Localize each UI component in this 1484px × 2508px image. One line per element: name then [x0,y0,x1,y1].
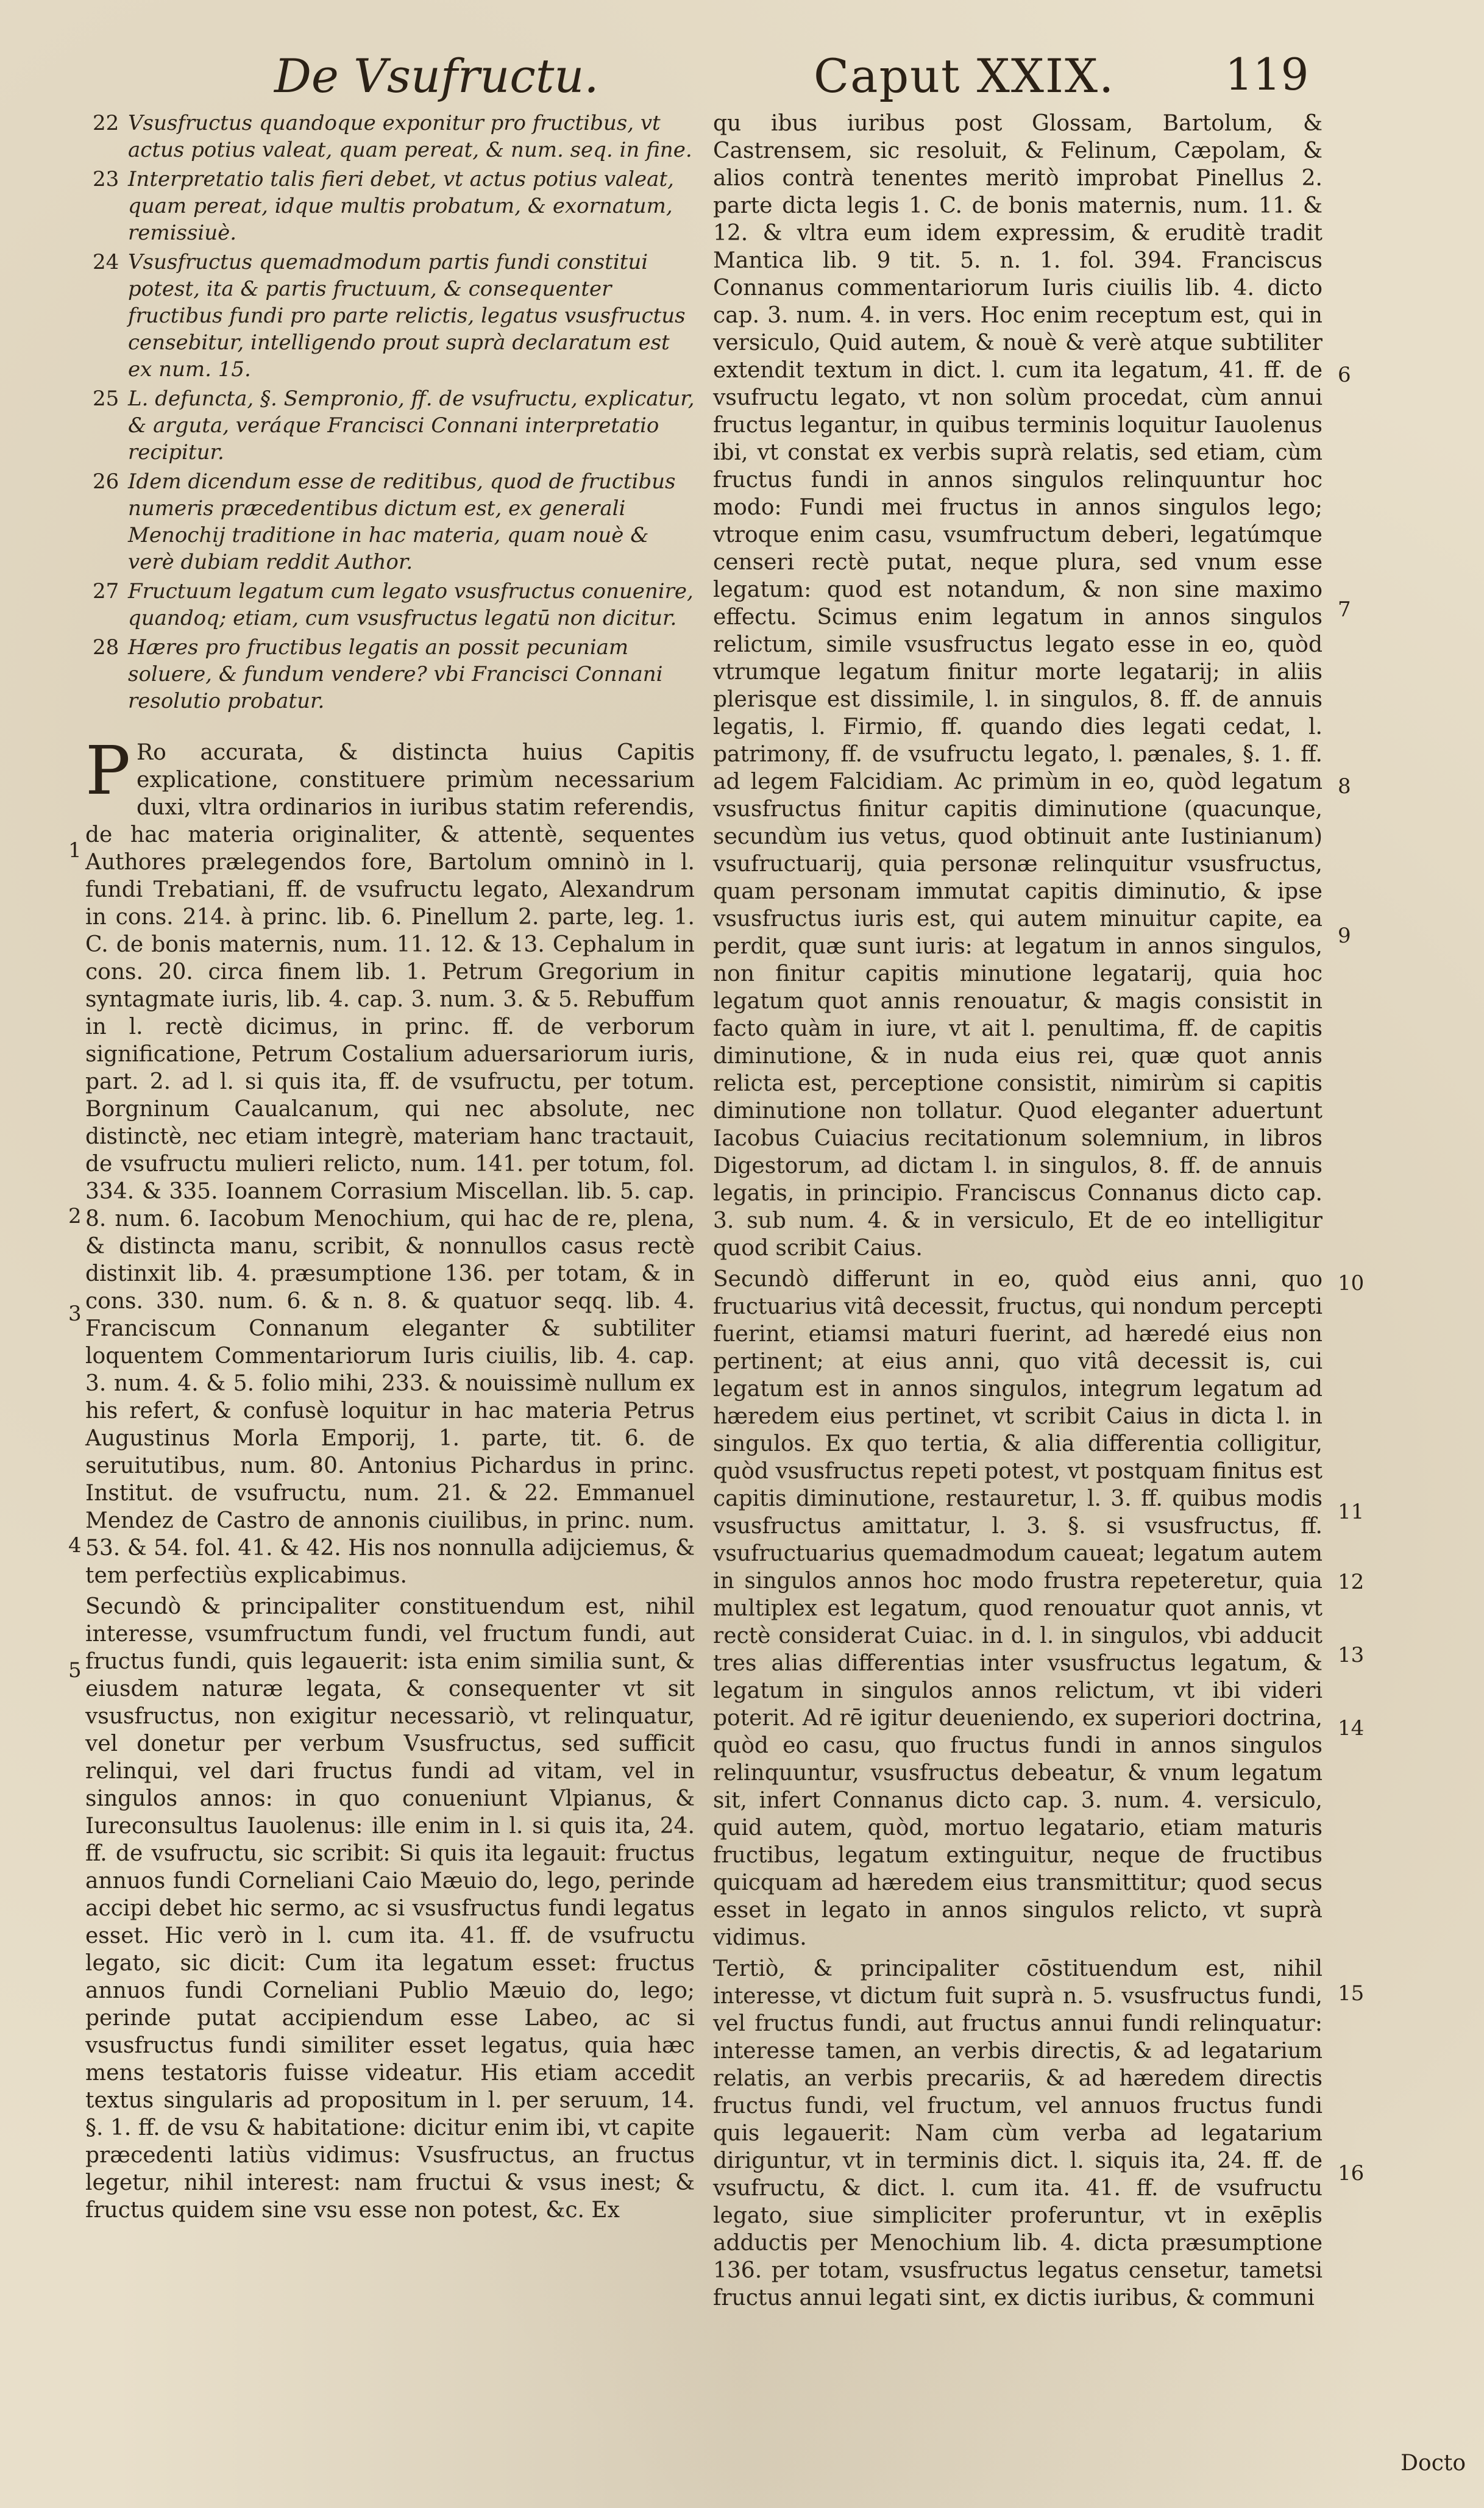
margin-number: 7 [1338,597,1351,622]
drop-cap-initial: P [85,732,131,810]
body-paragraph [85,732,695,1589]
summary-item [85,468,695,575]
header-chapter-title: Caput XXIX. [814,49,1115,103]
summary-item-text: L. defuncta, §. Sempronio, ff. de vsufructu, explicatur, & arguta, veráque Francisci Connani interpretatio recipitur. [128,387,695,465]
left-column [85,110,695,2228]
summary-item-text: Interpretatio talis fieri debet, vt actus potius valeat, quam pereat, idque multis probatum, & exornatum, remissiuè. [128,167,674,245]
body-paragraph [713,1955,1322,2312]
summary-item [85,578,695,632]
summary-item [85,385,695,466]
paragraph-text: qu ibus iuribus post Glossam, Bartolum, & Castrensem, sic resoluit, & Felinum, Cæpolam, & alios contrà tenentes meritò improbat Pinellus 2. parte dicta legis 1. C. de bonis maternis, num. 11. & 12. & vltra eum idem expressim, & eruditè tradit Mantica lib. 9 tit. 5. n. 1. fol. 394. Franciscus Connanus commentariorum Iuris ciuilis lib. 4. dicto cap. 3. num. 4. in vers. Hoc enim receptum est, qui in versiculo, Quid autem, & nouè & verè atque subtiliter extendit textum in dict. l. cum ita legatum, 41. ff. de vsufructu legato, vt non solùm procedat, cùm annui fructus legantur, in quibus terminis loquitur Iauolenus ibi, vt constat ex verbis suprà relatis, sed etiam, cùm fructus fundi in annos singulos relinquuntur hoc modo: Fundi mei fructus in annos singulos lego; vtroque enim casu, vsumfructum deberi, legatúmque censeri rectè putat, neque plura, sed vnum esse legatum: quod est notandum, & non sine maximo effectu. Scimus enim legatum in annos singulos relictum, simile vsusfructus legato esse in eo, quòd vtrumque legatum finitur morte legatarij; in aliis plerisque est dissimile, l. in singulos, 8. ff. de annuis legatis, l. Firmio, ff. quando dies legati cedat, l. patrimony, ff. de vsufructu legato, l. pænales, §. 1. ff. ad legem Falcidiam. Ac primùm in eo, quòd legatum vsusfructus finitur capitis diminutione (quacunque, secundùm ius vetus, quod obtinuit ante Iustinianum) vsufructuarij, quia personæ relinquitur vsusfructus, quam personam immutat capitis diminutio, & ipse vsusfructus iuris est, qui autem minuitur capite, ea perdit, quæ sunt iuris: at legatum in annos singulos, non finitur capitis minutione legatarij, quia hoc legatum quot annis renouatur, & magis consistit in facto quàm in iure, vt ait l. penultima, ff. de capitis diminutione, & in nuda eius rei, quæ quot annis relicta est, perceptione consistit, nimirùm si capitis diminutione non tollatur. Quod eleganter aduertunt Iacobus Cuiacius recitationum solemnium, in libros Digestorum, ad dictam l. in singulos, 8. ff. de annuis legatis, in principio. Franciscus Connanus dicto cap. 3. sub num. 4. & in versiculo, Et de eo intelligitur quod scribit Caius. [713,111,1322,1261]
summary-item-number: 28 [93,635,119,660]
summary-item-text: Fructuum legatum cum legato vsusfructus conuenire, quandoq; etiam, cum vsusfructus legatū non dicitur. [128,579,694,630]
margin-number: 14 [1338,1716,1365,1740]
summary-item-number: 27 [93,579,119,604]
summary-item-number: 24 [93,250,119,274]
summary-item-text: Vsusfructus quandoque exponitur pro fructibus, vt actus potius valeat, quam pereat, & num. seq. in fine. [128,111,692,162]
margin-number: 8 [1338,774,1351,799]
body-paragraph [713,110,1322,1262]
margin-number: 4 [68,1533,82,1558]
paragraph-text: Secundò & principaliter constituendum est, nihil interesse, vsumfructum fundi, vel fructum fundi, aut fructus fundi, quis legauerit: ista enim similia sunt, & eiusdem naturæ legata, & consequenter vt sit vsusfructus, non exigitur necessariò, vt relinquatur, vel donetur per verbum Vsusfructus, sed sufficit relinqui, vel dari fructus fundi ad vitam, vel in singulos annos: in quo conueniunt Vlpianus, & Iureconsultus Iauolenus: ille enim in l. si quis ita, 24. ff. de vsufructu, sic scribit: Si quis ita legauit: fructus annuos fundi Corneliani Caio Mæuio do, lego, perinde accipi debet hic sermo, ac si vsusfructus fundi legatus esset. Hic verò in l. cum ita. 41. ff. de vsufructu legato, sic dicit: Cum ita legatum esset: fructus annuos fundi Corneliani Publio Mæuio do, lego; perinde putat accipiendum esse Labeo, ac si vsusfructus fundi similiter esset legatus, quia hæc mens testatoris fuisse videatur. His etiam accedit textus singularis ad propositum in l. per seruum, 14. §. 1. ff. de vsu & habitatione: dicitur enim ibi, vt capite præcedenti latiùs vidimus: Vsusfructus, an fructus legetur, nihil interest: nam fructui & vsus inest; & fructus quidem sine vsu esse non potest, &c. Ex [85,1594,695,2223]
summary-item-number: 22 [93,111,119,135]
margin-number: 3 [68,1302,82,1326]
margin-number: 10 [1338,1271,1365,1295]
margin-number: 15 [1338,1981,1365,2006]
summary-list [85,110,695,714]
left-body-text [85,732,695,2224]
summary-item [85,110,695,163]
summary-item-text: Vsusfructus quemadmodum partis fundi constitui potest, ita & partis fructuum, & consequenter fructibus fundi pro parte relictis, legatus vsusfructus censebitur, intelligendo prout suprà declaratum est ex num. 15. [128,250,686,382]
running-header [0,43,1484,116]
margin-number: 5 [68,1658,82,1683]
margin-number: 2 [68,1204,82,1228]
summary-item-number: 23 [93,167,119,191]
margin-number: 6 [1338,363,1351,387]
summary-item-number: 26 [93,469,119,494]
summary-item [85,166,695,246]
paragraph-text: Tertiò, & principaliter cōstituendum est, nihil interesse, vt dictum fuit suprà n. 5. vsusfructus fundi, vel fructus fundi, aut fructus annui fundi relinquatur: interesse tamen, an verbis directis, & ad legatarium relatis, an verbis precariis, & ad hæredem directis fructus fundi, vel fructum, vel annuos fructus fundi quis legauerit: Nam cùm verba ad legatarium diriguntur, vt in terminis dict. l. siquis ita, 24. ff. de vsufructu, & dict. l. cum ita. 41. ff. de vsufructu legato, siue simpliciter proferuntur, vt in exēplis adductis per Menochium lib. 4. dicta præsumptione 136. per totam, vsusfructus legatus censetur, tametsi fructus annui legati sint, ex dictis iuribus, & communi [713,1956,1322,2310]
page-number: 119 [1225,49,1309,100]
catchword: Docto [1401,2451,1466,2476]
margin-number: 12 [1338,1570,1365,1594]
body-paragraph [713,1266,1322,1951]
summary-item-text: Idem dicendum esse de reditibus, quod de fructibus numeris præcedentibus dictum est, ex generali Menochij traditione in hac materia, quam nouè & verè dubiam reddit Author. [128,469,676,574]
margin-number: 11 [1338,1500,1365,1524]
right-column [713,110,1322,2315]
margin-number: 9 [1338,924,1351,948]
summary-item [85,634,695,714]
right-body-text [713,110,1322,2312]
margin-number: 16 [1338,2161,1365,2186]
margin-number: 1 [68,838,82,863]
summary-item-text: Hæres pro fructibus legatis an possit pecuniam soluere, & fundum vendere? vbi Francisci Connani resolutio probatur. [128,635,663,713]
paragraph-text: Ro accurata, & distincta huius Capitis explicatione, constituere primùm necessarium duxi, vltra ordinarios in iuribus statim referendis, de hac materia originaliter, & attentè, sequentes Authores prælegendos fore, Bartolum omninò in l. fundi Trebatiani, ff. de vsufructu legato, Alexandrum in cons. 214. à princ. lib. 6. Pinellum 2. parte, leg. 1. C. de bonis maternis, num. 11. 12. & 13. Cephalum in cons. 20. circa finem lib. 1. Petrum Gregorium in syntagmate iuris, lib. 4. cap. 3. num. 3. & 5. Rebuffum in l. rectè dicimus, in princ. ff. de verborum significatione, Petrum Costalium aduersariorum iuris, part. 2. ad l. si quis ita, ff. de vsufructu, per totum. Borgninum Caualcanum, qui nec absolute, nec distinctè, nec etiam integrè, materiam hanc tractauit, de vsufructu mulieri relicto, num. 141. per totum, fol. 334. & 335. Ioannem Corrasium Miscellan. lib. 5. cap. 8. num. 6. Iacobum Menochium, qui hac de re, plena, & distincta manu, scribit, & nonnullos casus rectè distinxit lib. 4. præsumptione 136. per totam, & in cons. 330. num. 6. & n. 8. & quatuor seqq. lib. 4. Franciscum Connanum eleganter & subtiliter loquentem Commentariorum Iuris ciuilis, lib. 4. cap. 3. num. 4. & 5. folio mihi, 233. & nouissimè nullum ex his refert, & confusè loquitur in hac materia Petrus Augustinus Morla Emporij, 1. parte, tit. 6. de seruitutibus, num. 80. Antonius Pichardus in princ. Institut. de vsufructu, num. 21. & 22. Emmanuel Mendez de Castro de annonis ciuilibus, in princ. num. 53. & 54. fol. 41. & 42. His nos nonnulla adijciemus, & tem perfectiùs explicabimus. [85,740,695,1588]
summary-item [85,249,695,383]
margin-number: 13 [1338,1643,1365,1667]
body-paragraph [85,1593,695,2224]
header-left-title: De Vsufructu. [274,49,599,103]
summary-item-number: 25 [93,387,119,411]
paragraph-text: Secundò differunt in eo, quòd eius anni, quo fructuarius vitâ decessit, fructus, qui nondum percepti fuerint, etiamsi maturi fuerint, ad hæredé eius non pertinent; at eius anni, quo vitâ decessit is, cui legatum est in annos singulos, integrum legatum ad hæredem eius pertinet, vt scribit Caius in dicta l. in singulos. Ex quo tertia, & alia differentia colligitur, quòd vsusfructus repeti potest, vt postquam finitus est capitis diminutione, restauretur, l. 3. ff. quibus modis vsusfructus amittatur, l. 3. §. si vsusfructus, ff. vsufructuarius quemadmodum caueat; legatum autem in singulos annos hoc modo frustra repeteretur, quia multiplex est legatum, quod renouatur quot annis, vt rectè considerat Cuiac. in d. l. in singulos, vbi adducit tres alias differentias inter vsusfructus legatum, & legatum in singulos annos relictum, vt ibi videri poterit. Ad rē igitur deueniendo, ex superiori doctrina, quòd eo casu, quo fructus fundi in annos singulos relinquuntur, vsusfructus debeatur, & vnum legatum sit, infert Connanus dicto cap. 3. num. 4. versiculo, quid autem, quòd, mortuo legatario, etiam maturis fructibus, legatum extinguitur, neque de fructibus quicquam ad hæredem eius transmittitur; quod secus esset in legato in annos singulos relicto, vt suprà vidimus. [713,1267,1322,1950]
